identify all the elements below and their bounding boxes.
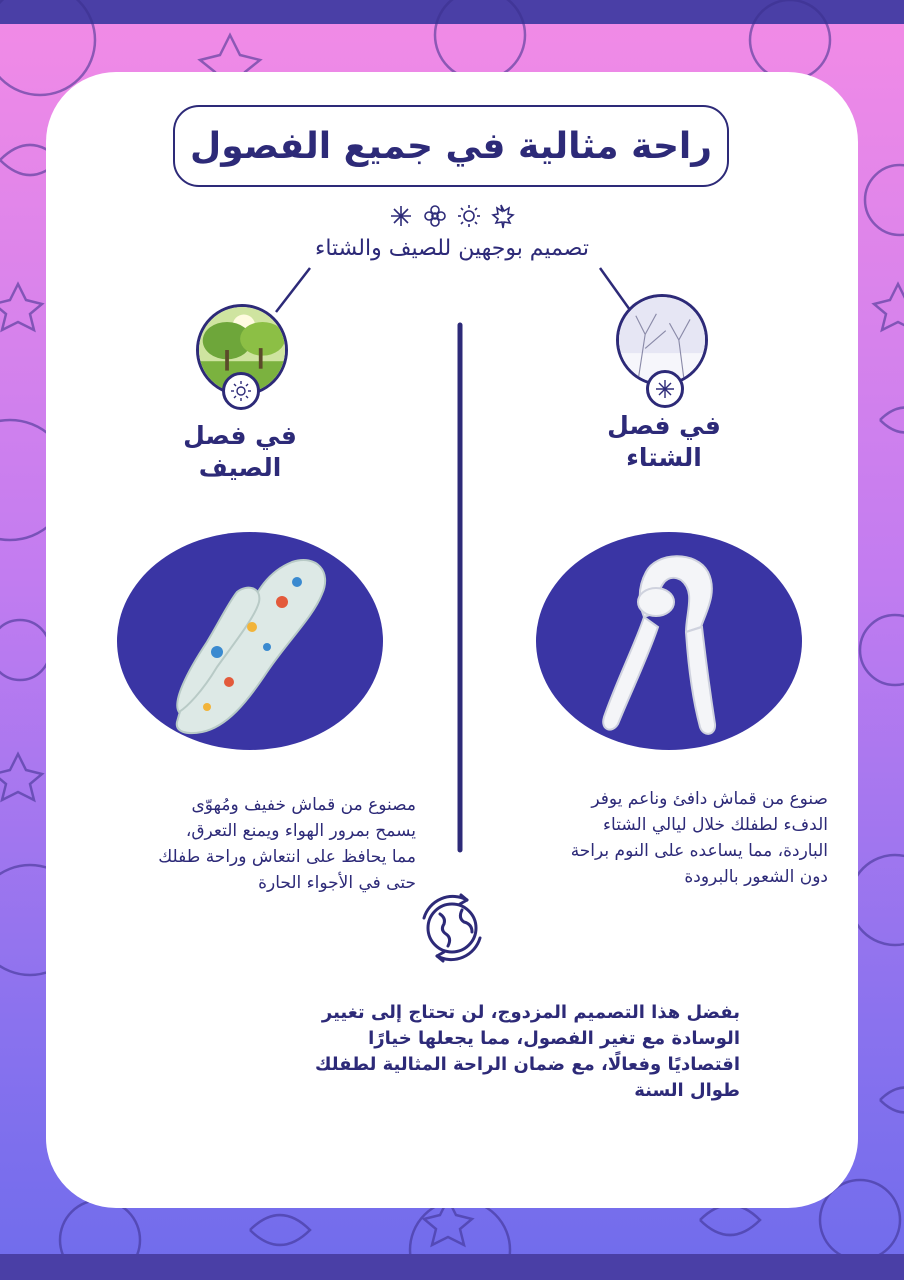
snowflake-icon: [646, 370, 684, 408]
summer-description: مصنوع من قماش خفيف ومُهوّى يسمح بمرور الهواء ويمنع التعرق، مما يحافظ على انتعاش وراحة طفلك حتى في الأجواء الحارة: [158, 795, 416, 893]
winter-description: صنوع من قماش دافئ وناعم يوفر الدفء لطفلك خلال ليالي الشتاء الباردة، مما يساعده على النوم براحة دون الشعور بالبرودة: [570, 789, 828, 887]
summer-label-line1: في فصل: [183, 421, 297, 450]
snowflake-icon: [391, 206, 411, 226]
summer-label: [170, 420, 310, 484]
maple-leaf-icon: [493, 205, 513, 228]
summer-label-line2: الصيف: [198, 453, 282, 482]
title-box: [173, 105, 729, 187]
winter-label: [594, 410, 734, 474]
winter-label-line1: في فصل: [607, 411, 721, 440]
summer-pillow-image: [117, 532, 383, 750]
conclusion-text: بفضل هذا التصميم المزدوج، لن تحتاج إلى تغيير الوسادة مع تغير الفصول، مما يجعلها خيارًا اقتصاديًا وفعالًا، مع ضمان الراحة المثالية لطفلك طوال السنة: [315, 1002, 740, 1101]
flower-icon: [425, 206, 445, 226]
sun-icon: [458, 205, 480, 227]
winter-label-line2: الشتاء: [626, 443, 702, 472]
bottom-bar: [0, 1254, 904, 1280]
winter-pillow-image: [536, 532, 802, 750]
page-title: راحة مثالية في جميع الفصول: [190, 125, 712, 167]
sun-icon: [222, 372, 260, 410]
globe-cycle-icon: [412, 888, 492, 968]
season-icons-row: [385, 202, 517, 230]
subtitle: تصميم بوجهين للصيف والشتاء: [314, 236, 590, 261]
